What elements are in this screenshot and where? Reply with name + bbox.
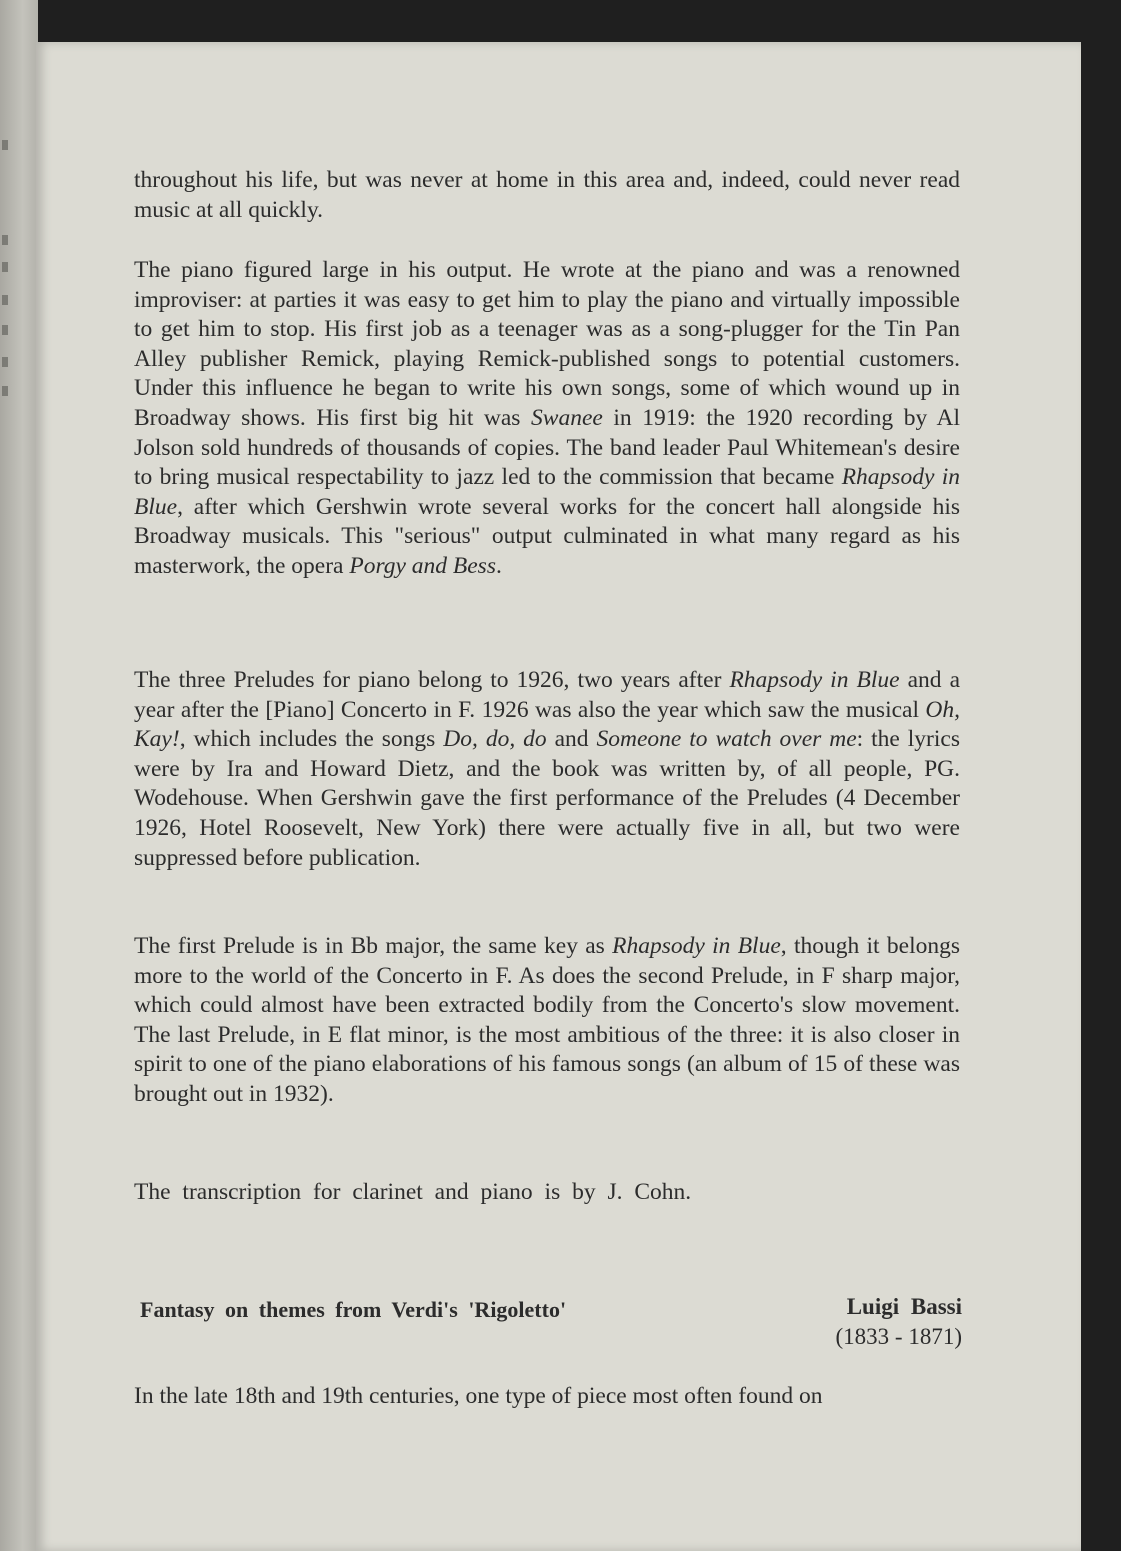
paragraph-piano-output: The piano figured large in his output. He wrote at the piano and was a renowned improviser: at parties it was easy to get him to play the piano and virtually impossible to get him to stop. His first job as a teenager was as a song-plugger for the Tin Pan Alley publisher Remick, playing Remick-published songs to potential customers. Under this influence he began to write his own songs, some of which wound up in Broadway shows. His first big hit was Swanee in 1919: the 1920 recording by Al Jolson sold hundreds of thousands of copies. The band leader Paul Whitemean's desire to bring musical respectability to jazz led to the commission that became Rhapsody in Blue, after which Gershwin wrote several works for the concert hall alongside his Broadway musicals. This "serious" output culminated in what many regard as his masterwork, the opera Porgy and Bess. (134, 257, 961, 579)
work-title: Rhapsody in Blue (612, 933, 781, 959)
adjacent-page-edge (0, 0, 38, 1551)
piece-title: Fantasy on themes from Verdi's 'Rigoletto' (140, 1297, 567, 1322)
work-title: Swanee (531, 404, 603, 431)
work-title: Rhapsody in Blue (134, 464, 960, 520)
paragraph-life: throughout his life, but was never at home in this area and, indeed, could never read music at all quickly. (134, 167, 960, 223)
paragraph-preludes-history: The three Preludes for piano belong to 1926, two years after Rhapsody in Blue and a year after the [Piano] Concerto in F. 1926 was also the year which saw the musical Oh, Kay!, which includes the songs Do, do, do and Someone to watch over me: the lyrics were by Ira and Howard Dietz, and the book was written by, of all people, PG. Wodehouse. When Gershwin gave the first performance of the Preludes (4 December 1926, Hotel Roosevelt, New York) there were actually five in all, but two were suppressed before publication. (134, 667, 960, 871)
work-title: Do, do, do (443, 726, 547, 753)
document-page (36, 42, 1081, 1551)
paragraph-transcription: The transcription for clarinet and piano is by J. Cohn. (134, 1179, 692, 1205)
composer-dates: (1833 - 1871) (835, 1324, 962, 1349)
paragraph-rigoletto-intro: In the late 18th and 19th centuries, one type of piece most often found on (134, 1383, 823, 1409)
work-title: Porgy and Bess (349, 552, 496, 579)
work-title: Someone to watch over me (596, 726, 857, 753)
composer-name: Luigi Bassi (846, 1294, 962, 1319)
work-title: Oh, Kay! (134, 696, 960, 753)
work-title: Rhapsody in Blue (729, 667, 900, 693)
paragraph-preludes-analysis: The first Prelude is in Bb major, the same key as Rhapsody in Blue, though it belongs more to the world of the Concerto in F. As does the second Prelude, in F sharp major, which could almost have been extracted bodily from the Concerto's slow movement. The last Prelude, in E flat minor, is the most ambitious of the three: it is also closer in spirit to one of the piano elaborations of his famous songs (an album of 15 of these was brought out in 1932). (134, 933, 960, 1107)
composer-block (766, 1292, 962, 1352)
